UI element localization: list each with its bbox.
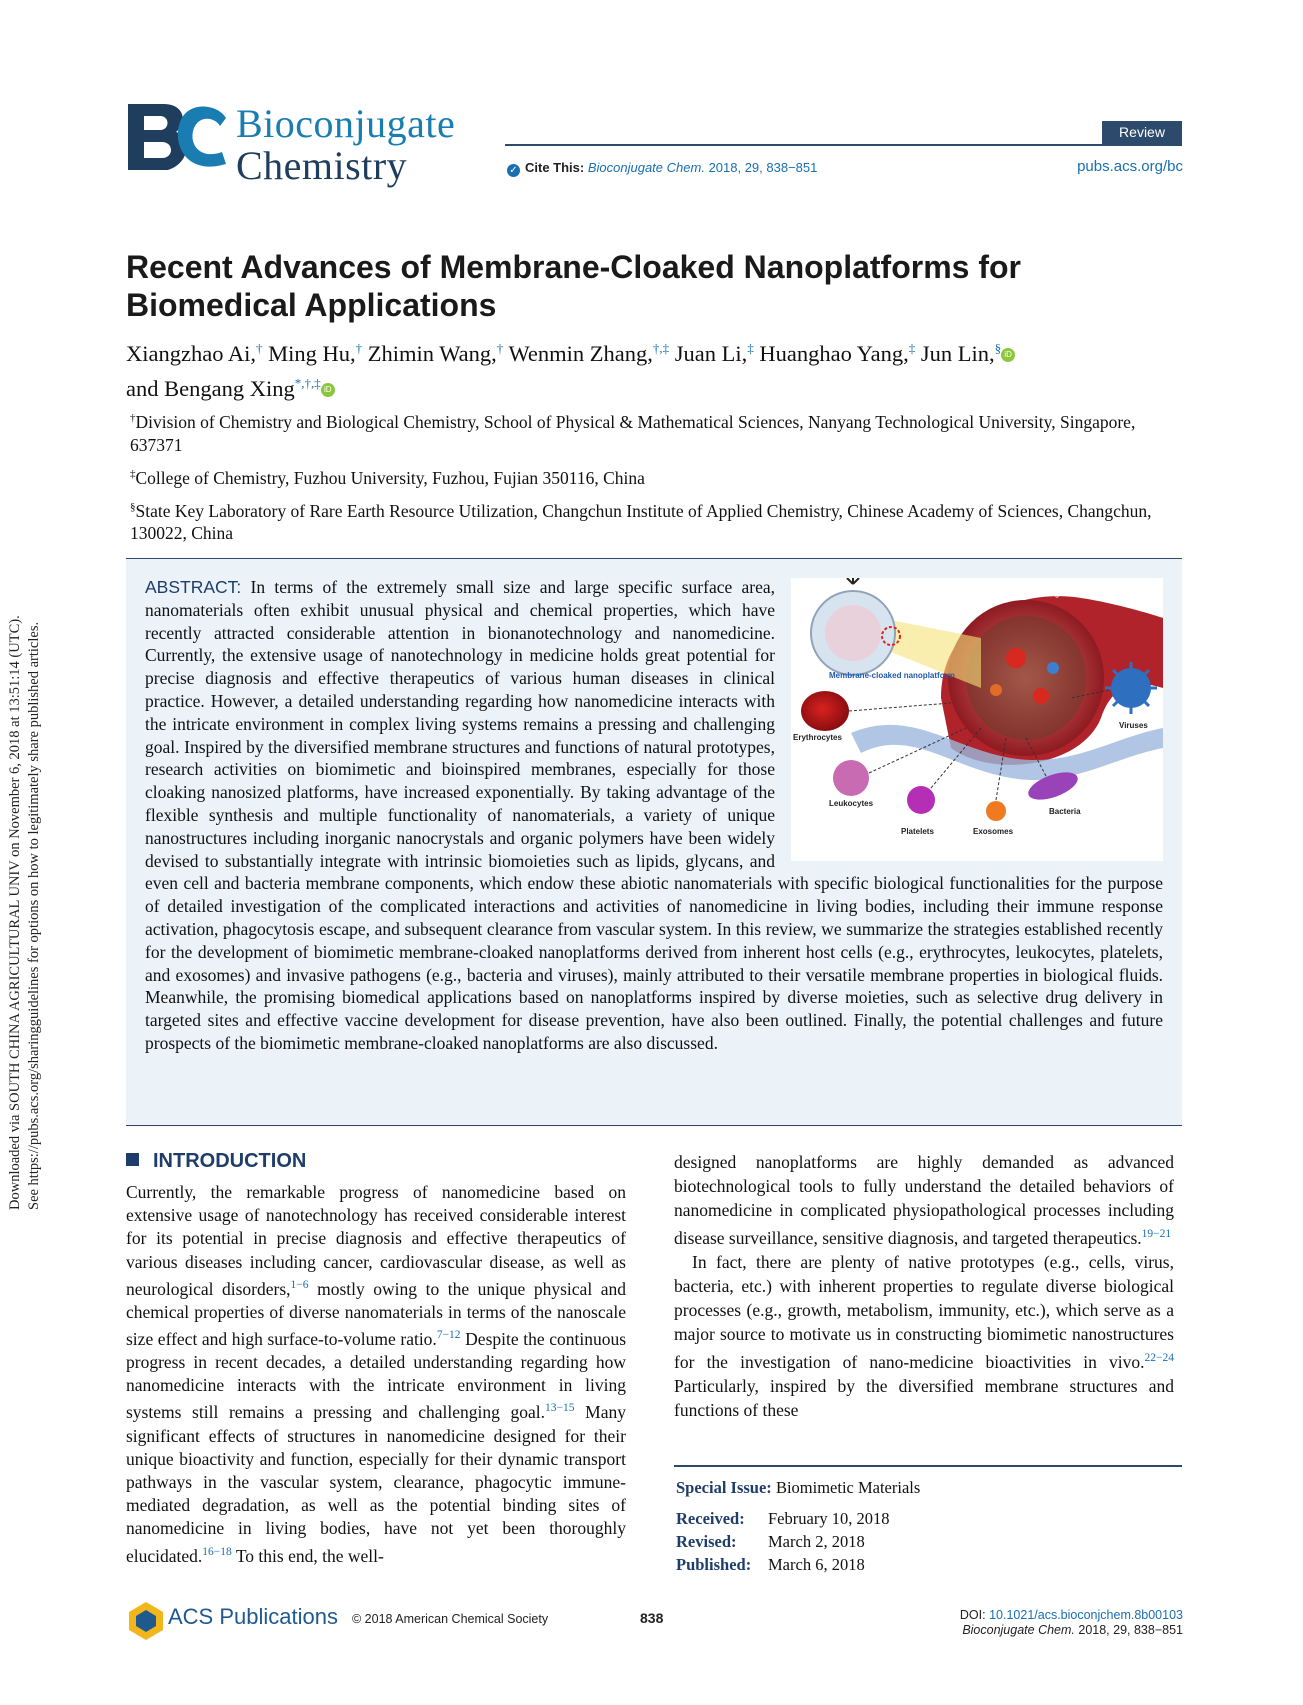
erythrocyte-icon [801,691,849,731]
review-badge: Review [1102,121,1182,144]
author[interactable]: Zhimin Wang,† [367,340,504,366]
journal-site-link[interactable]: pubs.acs.org/bc [1077,158,1183,175]
download-notice-line1: Downloaded via SOUTH CHINA AGRICULTURAL UNIV on November 6, 2018 at 13:51:14 (UTC). [7,615,23,1210]
author[interactable]: Xiangzhao Ai,† [126,340,263,366]
affiliation: §State Key Laboratory of Rare Earth Resource Utilization, Changchun Institute of Applied Chemistry, Chinese Academy of Sciences, Changchun, 130022, China [130,500,1152,544]
bc-monogram-icon [126,100,230,180]
received-date: Received: February 10, 2018 [676,1509,890,1528]
article-history [676,1476,920,1576]
label-bacteria: Bacteria [1049,807,1081,816]
affiliations [130,407,1182,551]
label-erythrocytes: Erythrocytes [793,733,842,742]
abstract-heading: ABSTRACT: [145,577,242,597]
label-platelets: Platelets [901,827,934,836]
abstract [145,576,1163,1055]
affiliation: †Division of Chemistry and Biological Chemistry, School of Physical & Mathematical Sciences, Nanyang Technological University, Singapore, 637371 [130,411,1136,455]
citation-link[interactable]: 7−12 [436,1329,461,1342]
author[interactable]: Huanghao Yang,‡ [759,340,916,366]
paragraph: designed nanoplatforms are highly demanded as advanced biotechnological tools to fully understand the detailed behaviors of nanomedicine in complicated physiopathological processes including disease surveillance, sensitive diagnosis, and targeted therapeutics.$^{19-21}$ [674,1152,1174,1248]
cite-this[interactable] [507,160,817,177]
cite-label: Cite This: [525,160,585,175]
logo-word-chemistry: Chemistry [236,143,408,188]
logo-word-bioconjugate: Bioconjugate [236,101,456,146]
article-title [126,248,1086,324]
header-rule [505,144,1182,146]
author[interactable]: Jun Lin,§ iD [921,341,1015,366]
citation-link[interactable]: 13−15 [545,1402,575,1415]
author-list [126,333,1186,404]
label-leukocytes: Leukocytes [829,799,874,808]
leukocyte-icon [833,760,869,796]
toc-graphic [791,578,1163,861]
citation-link[interactable]: 19−21 [1141,1228,1172,1240]
author[interactable]: and Bengang Xing*,†,‡ iD [126,376,335,401]
orcid-icon[interactable]: iD [1001,348,1015,362]
citation-link[interactable]: 1−6 [290,1278,309,1291]
doi-info: DOI: 10.1021/acs.bioconjchem.8b00103 Bioconjugate Chem. 2018, 29, 838−851 [959,1608,1183,1637]
revised-date: Revised: March 2, 2018 [676,1532,865,1551]
intro-column-1 [126,1181,626,1568]
label-exosomes: Exosomes [973,827,1014,836]
download-notice [6,510,44,1210]
label-nanoplatform: Membrane-cloaked nanoplatform [829,671,955,680]
check-icon: ✓ [507,164,520,177]
label-biological-fluid: Biological fluid [1037,589,1089,598]
copyright: © 2018 American Chemical Society [352,1612,549,1626]
paragraph: Currently, the remarkable progress of nanomedicine based on extensive usage of nanotechnology has received considerable interest for its potential in precise diagnosis and effective therapeutics of various diseases including cancer, cardiovascular disease, as well as neurological disorders,$^{1-6}$ mostly owing to the unique physical and chemical properties of diverse nanomaterials in terms of the nanoscale size effect and high surface-to-volume ratio.$^{7-12}$ Despite the continuous progress in recent decades, a detailed understanding regarding how nanomedicine interacts with the intricate environment in living systems still remains a pressing and challenging goal.$^{13-15}$ Many significant effects of structures in nanomedicine designed for their unique bioactivity and function, especially for their dynamic transport pathways in the vascular system, clearance, phagocytic immune-mediated degradation, as well as the potential binding sites of nanomedicine in living bodies, have not yet been thoroughly elucidated.$^{16-18}$ To this end, the well- [126,1182,626,1566]
title-line-1: Recent Advances of Membrane-Cloaked Nanoplatforms for [126,249,1021,285]
affiliation: ‡College of Chemistry, Fuzhou University, Fuzhou, Fujian 350116, China [130,467,645,488]
author[interactable]: Wenmin Zhang,†,‡ [508,340,670,366]
acs-hexagon-icon [126,1600,166,1640]
title-line-2: Biomedical Applications [126,287,497,323]
page-number: 838 [640,1610,664,1626]
citation-link[interactable]: 16−18 [202,1545,232,1558]
author[interactable]: Juan Li,‡ [674,340,754,366]
publisher-name[interactable]: ACS Publications [168,1604,338,1629]
author[interactable]: Ming Hu,† [268,340,363,366]
published-date: Published: March 6, 2018 [676,1555,865,1574]
download-notice-line2: See https://pubs.acs.org/sharingguidelines for options on how to legitimately share published articles. [26,621,42,1210]
cite-journal: Bioconjugate Chem. [587,160,705,175]
special-issue: Special Issue: Biomimetic Materials [676,1478,921,1497]
journal-logo[interactable] [126,100,506,190]
orcid-icon[interactable]: iD [321,383,335,397]
doi-link[interactable]: 10.1021/acs.bioconjchem.8b00103 [989,1608,1183,1622]
abstract-body: In terms of the extremely small size and large specific surface area, nanomaterials often exhibit unusual physical and chemical properties, which have recently attracted considerable attention in bionanotechnology and nanomedicine. Currently, the extensive usage of nanotechnology in medicine holds great potential for precise diagnosis and effective therapeutics of various human diseases in clinical practice. However, a detailed understanding regarding how nanomedicine interacts with the intricate environment in complex living systems remains a pressing and challenging goal. Inspired by the diversified membrane structures and functions of natural prototypes, research activities on biomimetic and bioinspired membranes, especially for those cloaking nanosized platforms, have increased exponentially. By taking advantage of the flexible synthesis and multiple functionality of nanomaterials, a variety of unique nanostructures including inorganic nanocrystals and organic polymers have been widely devised to substantially integrate with intrinsic biomoieties such as lipids, glycans, and even cell and bacteria membrane components, which endow these abiotic nanomaterials with specific biological functionalities for the purpose of detailed investigation of the complicated interactions and activities of nanomedicine in living bodies, including their immune response activation, phagocytosis escape, and subsequent clearance from vascular system. In this review, we summarize the strategies established recently for the development of biomimetic membrane-cloaked nanoplatforms derived from inherent host cells (e.g., erythrocytes, leukocytes, platelets, and exosomes) and invasive pathogens (e.g., bacteria and viruses), mainly attributed to their versatile membrane properties in biological fluids. Meanwhile, the promising biomedical applications based on nanoplatforms inspired by diverse moieties, such as selective drug delivery in targeted sites and effective vaccine development for disease prevention, have also been outlined. Finally, the potential challenges and future prospects of the biomimetic membrane-cloaked nanoplatforms are also discussed. [145,577,1163,1053]
label-viruses: Viruses [1119,721,1148,730]
paragraph: In fact, there are plenty of native prototypes (e.g., cells, virus, bacteria, etc.) with inherent properties to regulate diverse biological processes (e.g., growth, metabolism, immunity, etc.), which serve as a major source to motivate us in constructing biomimetic nanostructures for the investigation of nano-medicine bioactivities in vivo.$^{22-24}$ Particularly, inspired by the diversified membrane structures and functions of these [674,1251,1174,1420]
cite-volume: 2018, 29, 838−851 [708,160,818,175]
section-marker-icon [126,1153,139,1166]
section-heading-introduction: INTRODUCTION [126,1150,306,1173]
citation-link[interactable]: 22−24 [1144,1351,1174,1364]
intro-column-2 [674,1150,1174,1422]
platelet-icon [907,786,935,814]
meta-rule [674,1465,1182,1467]
exosome-icon [986,801,1006,821]
